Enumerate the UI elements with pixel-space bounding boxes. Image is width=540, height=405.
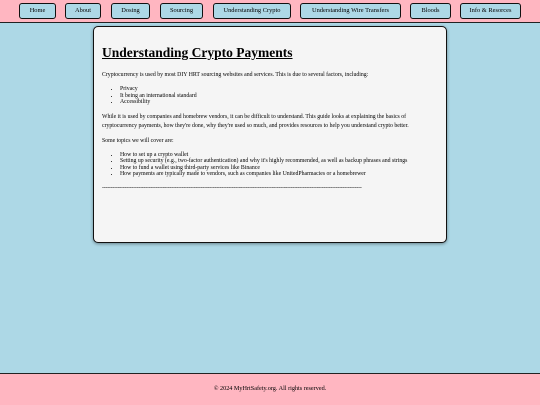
list-item: • How payments are typically made to vendors, such as companies like UnitedPharmacies or a homebrewer: [120, 171, 438, 178]
page-title: Understanding Crypto Payments: [102, 45, 293, 60]
list-item: • How to fund a wallet using third-party services like Binance: [120, 165, 438, 172]
topics-intro: Some topics we will cover are:: [102, 137, 174, 144]
nav-home-button[interactable]: Home: [19, 3, 56, 19]
factors-list: [102, 86, 438, 106]
copyright-text: © 2024 MyHrtSafety.org. All rights reserved.: [213, 385, 327, 392]
content-card: [93, 26, 447, 243]
intro-paragraph: Cryptocurrency is used by most DIY HRT sourcing websites and services. This is due to several factors, including:: [102, 72, 369, 78]
nav-understanding-crypto-button[interactable]: Understanding Crypto: [213, 3, 291, 19]
list-item: • It being an international standard: [120, 93, 438, 100]
nav-understanding-wire-transfers-button[interactable]: Understanding Wire Transfers: [300, 3, 401, 19]
nav-sourcing-button[interactable]: Sourcing: [160, 3, 203, 19]
separator-line: ------------------------------------------------------------------------------------------------------------------------------------------------------: [102, 184, 362, 191]
list-item: • How to set up a crypto wallet: [120, 152, 438, 159]
list-item: • Accessibility: [120, 99, 438, 106]
nav-bloods-button[interactable]: Bloods: [410, 3, 451, 19]
nav-dosing-button[interactable]: Dosing: [111, 3, 150, 19]
topics-list: [102, 152, 438, 178]
list-item: • Setting up security (e.g., two-factor authentication) and why it's highly recommended, as well as backup phrases and strings: [120, 158, 438, 165]
footer: [0, 373, 540, 405]
top-navigation: [0, 0, 540, 23]
nav-about-button[interactable]: About: [65, 3, 101, 19]
list-item: • Privacy: [120, 86, 438, 93]
nav-info-resources-button[interactable]: Info & Resorces: [460, 3, 521, 19]
guide-paragraph: While it is used by companies and homebrew vendors, it can be difficult to understand. This guide looks at explaining the basics of cryptocurrency payments, how they're done, why they're used so much, and provides resources to help you understand crypto better.: [102, 113, 409, 129]
